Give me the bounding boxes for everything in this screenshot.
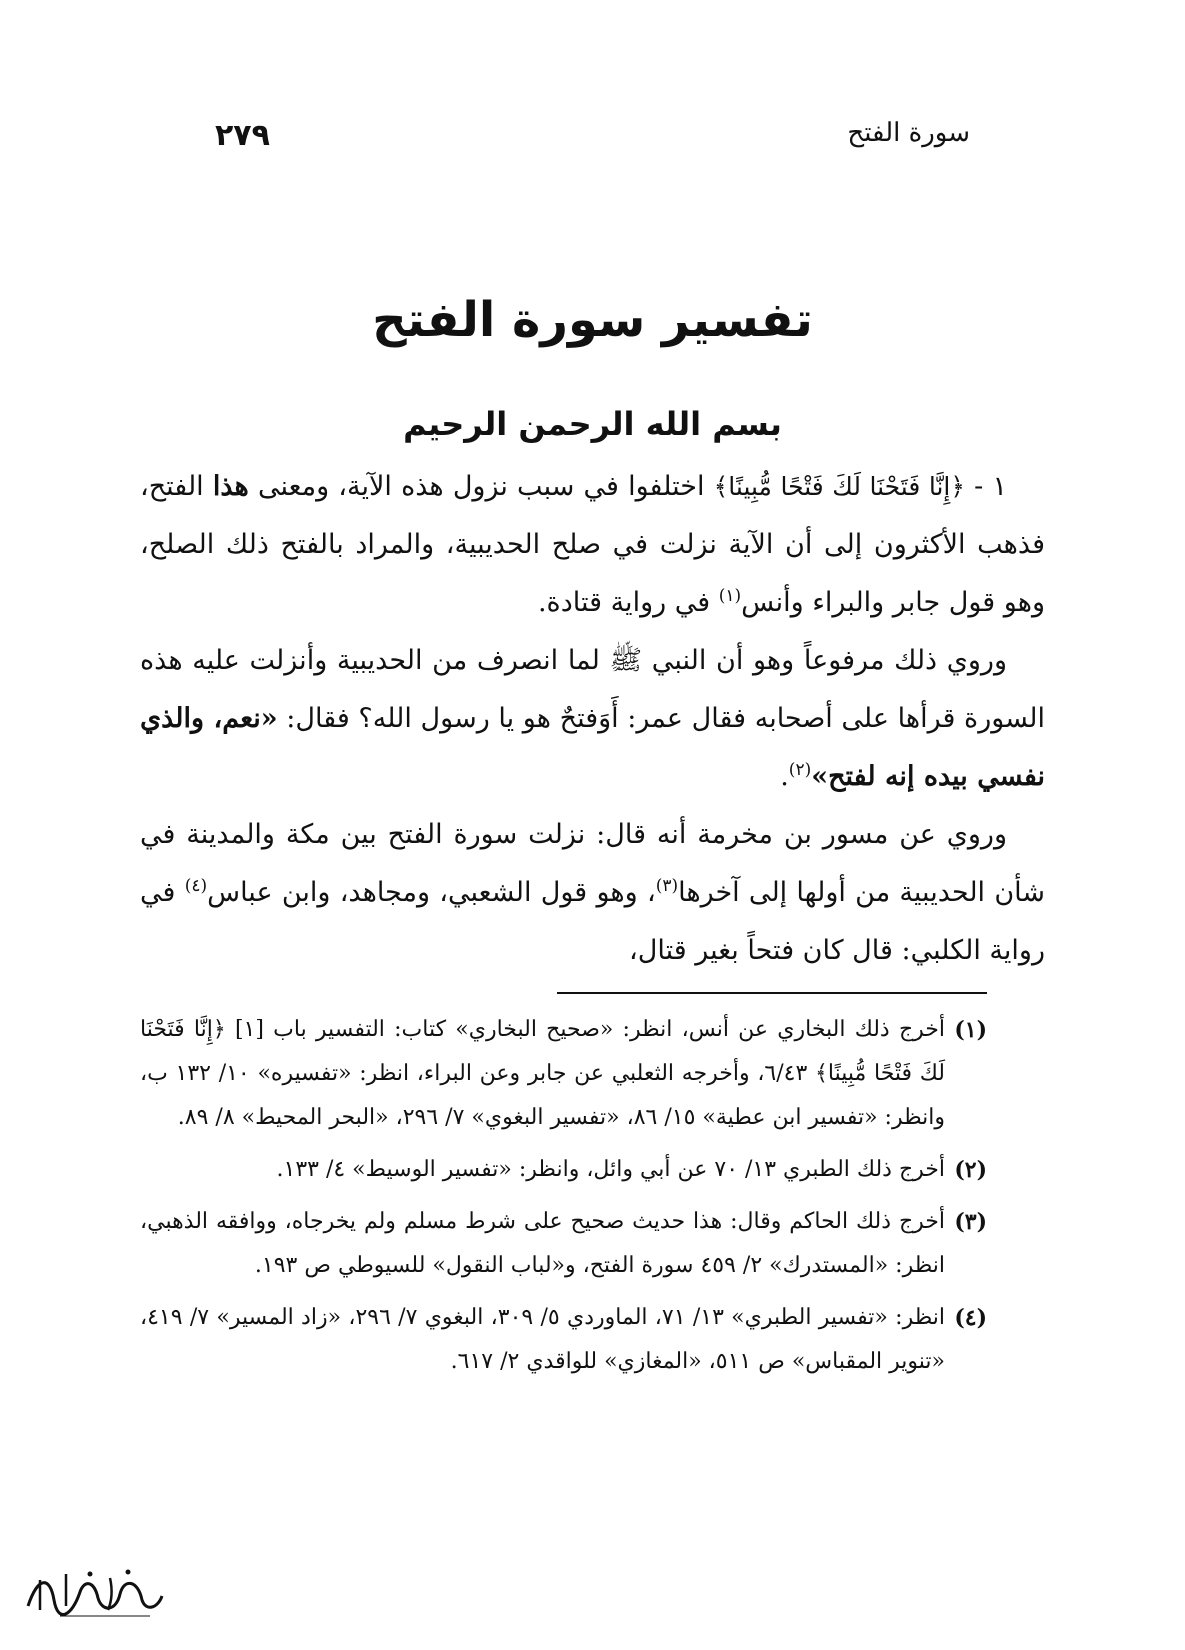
footnote-ref[interactable]: (٤)	[184, 876, 208, 896]
paragraph-text: ، وهو قول الشعبي، ومجاهد، وابن عباس	[207, 877, 656, 908]
paragraph-1	[140, 458, 1045, 632]
page-number: ٢٧٩	[215, 118, 270, 153]
paragraph-2	[140, 632, 1045, 806]
body-text	[140, 458, 1045, 980]
paragraph-text: وروي عن مسور بن مخرمة أنه قال: نزلت سورة الفتح بين مكة والمدينة في شأن الحديبية من أولها إلى آخرها	[140, 819, 1045, 908]
paragraph-text: الفتح، فذهب الأكثرون إلى أن الآية نزلت في صلح الحديبية، والمراد بالفتح ذلك الصلح، وهو قول جابر والبراء وأنس	[140, 471, 1045, 618]
paragraph-text: وروي ذلك مرفوعاً وهو أن النبي ﷺ لما انصرف من الحديبية وأنزلت عليه هذه السورة قرأها على أصحابه فقال عمر: أَوَفتحٌ هو يا رسول الله؟ فقال:	[140, 645, 1045, 734]
basmala: بسم الله الرحمن الرحيم	[403, 405, 782, 443]
footnote-number: (٤)	[954, 1305, 987, 1331]
footnote-ref[interactable]: (٣)	[655, 876, 679, 896]
footnote-ref[interactable]: (٢)	[788, 760, 812, 780]
paragraph-text: في رواية الكلبي: قال كان فتحاً بغير قتال،	[140, 877, 1045, 966]
paragraph-text: .	[780, 761, 789, 792]
surah-title: تفسير سورة الفتح	[372, 292, 813, 348]
footnote-4	[140, 1296, 987, 1384]
paragraph-3	[140, 806, 1045, 980]
footnote-text: انظر: «تفسير الطبري» ١٣/ ٧١، الماوردي ٥/ ٣٠٩، البغوي ٧/ ٢٩٦، «زاد المسير» ٧/ ٤١٩، «تنوير المقباس» ص ٥١١، «المغازي» للواقدي ٢/ ٦١٧.	[140, 1305, 946, 1374]
footnotes	[140, 1008, 987, 1392]
running-title: سورة الفتح	[847, 118, 970, 148]
hadith-quote: «نعم، والذي نفسي بيده إنه لفتح»	[140, 703, 1045, 792]
footnote-text: أخرج ذلك البخاري عن أنس، انظر: «صحيح البخاري» كتاب: التفسير باب [١] ﴿إِنَّا فَتَحْنَا لَكَ فَتْحًا مُّبِينًا﴾ ٦/٤٣، وأخرجه الثعلبي عن جابر وعن البراء، انظر: «تفسيره» ١٠/ ١٣٢ ب، وانظر: «تفسير ابن عطية» ١٥/ ٨٦، «تفسير البغوي» ٧/ ٢٩٦، «البحر المحيط» ٨/ ٨٩.	[140, 1017, 946, 1130]
paragraph-text: اختلفوا في سبب نزول هذه الآية، ومعنى	[248, 471, 714, 502]
footnote-1	[140, 1008, 987, 1140]
verse-number: ١ -	[965, 471, 1007, 502]
bold-word: هذا	[212, 471, 249, 502]
footnote-number: (٢)	[954, 1157, 987, 1183]
footnote-divider	[557, 992, 987, 994]
footnote-3	[140, 1200, 987, 1288]
watermark-logo	[20, 1566, 170, 1622]
footnote-text: أخرج ذلك الحاكم وقال: هذا حديث صحيح على شرط مسلم ولم يخرجاه، ووافقه الذهبي، انظر: «المستدرك» ٢/ ٤٥٩ سورة الفتح، و«لباب النقول» للسيوطي ص ١٩٣.	[140, 1209, 945, 1278]
footnote-number: (١)	[954, 1017, 987, 1043]
footnote-ref[interactable]: (١)	[718, 586, 742, 606]
footnote-2	[140, 1148, 987, 1192]
page-header	[215, 118, 970, 162]
calligraphy-logo-icon	[20, 1566, 170, 1622]
footnote-text: أخرج ذلك الطبري ١٣/ ٧٠ عن أبي وائل، وانظر: «تفسير الوسيط» ٤/ ١٣٣.	[276, 1157, 945, 1182]
footnote-number: (٣)	[954, 1209, 987, 1235]
paragraph-text: في رواية قتادة.	[537, 587, 719, 618]
quran-verse: ﴿إِنَّا فَتَحْنَا لَكَ فَتْحًا مُّبِينًا﴾	[713, 472, 965, 501]
